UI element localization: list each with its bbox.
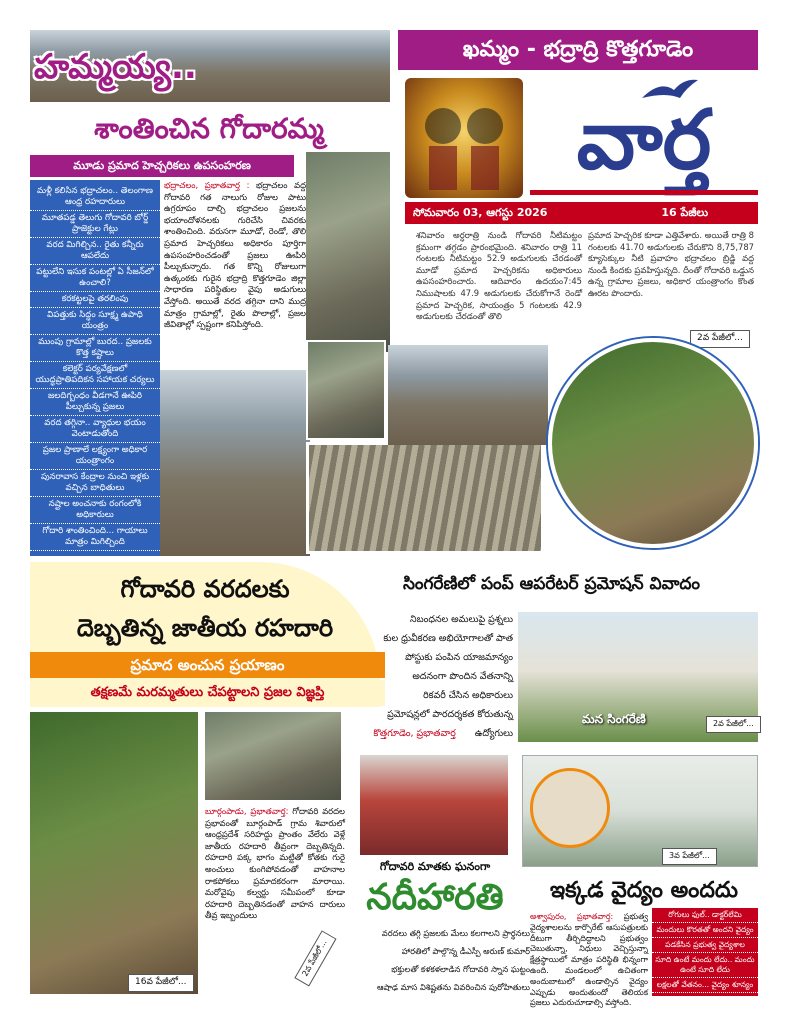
aarathi-photo (360, 755, 508, 855)
sidebar-item: సూది ఉంటే మందు లేదు.. మందు ఉంటే సూది లేదు (652, 953, 758, 978)
sidebar-item: వరద తగ్గినా.. వ్యాధుల భయం వెంటాడుతోంది (30, 416, 160, 443)
sidebar-item: పునరావాస కేంద్రాల నుంచి ఇళ్లకు వచ్చిన బాధితులు (30, 470, 160, 497)
deity-icon (405, 78, 523, 198)
sidebar-item: గోదారి శాంతించింది... గాయాలు మాత్రం మిగిల్చింది (30, 524, 160, 551)
singareni-point: కుల ధ్రువీకరణ అభియోగాలతో పాత (383, 633, 513, 644)
aarathi-continued: 2వ పేజీలో... (294, 931, 336, 987)
godari-dateline: భద్రాచలం, ప్రభాతవార్త : (164, 180, 250, 190)
godari-body-text: భద్రాచలం వద్ద గోదావరి గత నాలుగు రోజుల పాటు ఉగ్రరూపం దాల్చి భద్రాచలం ప్రజలను భయాందోళనలకు గురిచేసి చివరకు శాంతించింది. వరుసగా మూడో, రెండో, తొలి ప్రమాద హెచ్చరికలు అధికారం పూర్తిగా ఉపసంహరించడంతో ప్రజలు ఊపిరి పీల్చుకున్నారు. గత కొన్ని రోజులుగా ఉత్కంఠకు గురైన భద్రాద్రి కొత్తగూడెం జిల్లా సాధారణ పరిస్థితుల వైపు అడుగులు వేస్తోంది. అయితే వరద తగ్గినా దాని ముద్ర మాత్రం గ్రామాల్లో, రైతు పొలాల్లో, ప్రజల జీవితాల్లో స్పష్టంగా కనిపిస్తోంది. (164, 180, 306, 330)
sidebar-item: కరకట్టలపై తరలింపు (30, 292, 160, 308)
sidebar-item: వరద మిగిల్చిన.. రైతు కన్నీరు ఆపలేదు (30, 238, 160, 265)
godari-subhead: మూడు ప్రమాద హెచ్చరికలు ఉపసంహరణ (30, 155, 294, 177)
sidebar-item: ప్రజల ప్రాణాలే లక్ష్యంగా అధికార యంత్రాంగం (30, 443, 160, 470)
hospital-sidebar (652, 908, 758, 996)
field-workers-photo (306, 340, 386, 440)
masthead-rule (530, 190, 758, 195)
sidebar-item: మళ్లీ కలిసిన భద్రాచలం.. తెలంగాణ ఆంధ్ర రహదారులు (30, 184, 160, 211)
date-bar (405, 202, 758, 224)
hospital-continued: 3వ పేజీలో... (662, 848, 717, 865)
deity-image (405, 78, 523, 198)
aarathi-line: భక్తులతో కళకళలాడిన గోదావరి స్నాన ఘట్టం (391, 964, 530, 974)
singareni-point: ప్రమోషన్లలో పారదర్శకత కోరుతున్న (387, 709, 513, 720)
aarathi-line: ఆషాఢ మాస విశిష్టతను వివరించిన పురోహితులు (376, 982, 530, 992)
damaged-road-photo2 (205, 712, 341, 800)
godari-body (164, 180, 306, 368)
sidebar-item: పడకేసిన ప్రభుత్వ వైద్యశాల (652, 938, 758, 953)
singareni-title: సింగరేణిలో పంప్ ఆపరేటర్ ప్రమోషన్ వివాదం (402, 574, 701, 594)
singareni-last-word: ఉద్యోగులు (474, 728, 513, 739)
highway-body-text: గోదావరి వరదల ప్రభావంతో బూర్గంపాడ్ గ్రామ శివారులో ఆంధ్రప్రదేశ్ సరిహద్దు ప్రాంతం వేలేరు వెళ్లే జాతీయ రహదారి తీవ్రంగా దెబ్బతిన్నది. రహదారి పక్క భాగం మట్టితో కోతకు గురై అంచులు కుంగిపోవడంతో వాహనాల రాకపోకలు ప్రమాదకరంగా మారాయి. మరోవైపు కల్వర్టు సమీపంలో కూడా రహదారి దెబ్బతినడంతో వాహన దారులు తీవ్ర ఇబ్బందులు (205, 806, 345, 921)
hospital-dateline: అశ్వాపురం, ప్రభాతవార్త: (530, 912, 614, 921)
sidebar-item: నష్టాల అంచనాకు రంగంలోకి అధికారులు (30, 497, 160, 524)
singareni-continued: 2వ పేజీలో... (706, 716, 761, 733)
aarathi-line: హారతిలో పాల్గొన్న డీఎస్పీ అరుణ్ కుమార్ (401, 946, 530, 956)
aarathi-lines (345, 924, 530, 998)
godari-continued: 2వ పేజీలో... (690, 330, 750, 348)
river-bank-photo (388, 345, 548, 445)
singareni-points (345, 610, 513, 760)
singareni-point: పోస్టుకు పంపిన యాజమాన్యం (405, 652, 513, 663)
sidebar-item: మందులు కొరతతో అందని వైద్యం (652, 923, 758, 938)
highway-title-line2: దెబ్బతిన్న జాతీయ రహదారి (76, 614, 334, 642)
sidebar-item: రోగులు ఫుల్.. డాక్టర్‌లేమి (652, 908, 758, 923)
highway-body (205, 806, 345, 992)
sidebar-item: లక్షలతో వేతనం... వైద్యం శూన్యం (652, 978, 758, 993)
highway-strap2: తక్షణమే మరమ్మతులు చేపట్టాలని ప్రజల విజ్ఞప్తి (30, 680, 385, 706)
issue-date: సోమవారం 03, ఆగస్టు 2026 (413, 206, 548, 219)
aarathi-title-big: నదీహారతి (366, 877, 504, 918)
sidebar-item: ముంపు గ్రామాల్లో బురద.. ప్రజలకు కొత్త కష్టాలు (30, 335, 160, 362)
hospital-body-text: ప్రభుత్వ వైద్యశాలలను కార్పొరేట్ ఆసుపత్రులకు దీటుగా తీర్చిదిద్దాలని ప్రభుత్వం చెబుతున్నా, నిధులు వెచ్చిస్తున్నా క్షేత్రస్థాయిలో మాత్రం పరిస్థితి భిన్నంగా ఉంది. మండలంలో ఉచితంగా అందుబాటులో ఉండాల్సిన వైద్యం ఎప్పుడు అందుతుందో తెలియక ప్రజలు ఎదురుచూడాల్సి వస్తోంది. (530, 912, 648, 1008)
edition-banner: ఖమ్మం - భద్రాద్రి కొత్తగూడెం (398, 30, 758, 70)
singareni-point: అదనంగా పొందిన వేతనాన్ని (412, 671, 513, 682)
hospital-inset-photo (530, 768, 610, 848)
godari-right-col2: ప్రమాద హెచ్చరిక కూడా ఎత్తివేశారు. అయితే రాత్రి 8 గంటలకు 41.70 అడుగులకు చేరుకొని 8,75,787 క్యూసెక్కుల నీటి ప్రవాహం భద్రాచలం బ్రిడ్జి వద్ద నుండి కిందకు ప్రవహిస్తున్నది. దీంతో గోదావరి ఒడ్డున ఉన్న గ్రామాల ప్రజలు, అధికార యంత్రాంగం కొంత ఊరట పొందారు. (588, 230, 754, 298)
hospital-body (530, 912, 648, 1008)
hospital-title: ఇక్కడ వైద్యం అందదు (549, 878, 739, 903)
aarathi-line: వరదలు తగ్గి ప్రజలకు మేలు కలగాలని ప్రార్థనలు (381, 928, 530, 938)
godari-sidebar (30, 180, 160, 556)
paper-name: వార్త (576, 92, 712, 188)
singareni-point: నిబంధనల అమలుపై ప్రశ్నలు (409, 614, 513, 625)
sidebar-item: మూతపడ్డ తెలుగు గోదావరి బోర్డ్ ప్రాజెక్టుల గేట్లు (30, 211, 160, 238)
page-count: 16 పేజీలు (661, 206, 708, 219)
highway-strap1: ప్రమాద అంచున ప్రయాణం (30, 652, 385, 678)
highway-continued: 16వ పేజీలో... (128, 974, 194, 992)
sidebar-item: పట్టులేని ఇసుక పంటల్లో ఏ సీజన్‌లో ఉంచాలి? (30, 265, 160, 292)
singareni-point: రికవరీ చేసిన అధికారులు (423, 690, 513, 701)
highway-dateline: బూర్గంపాడు, ప్రభాతవార్త: (205, 806, 289, 816)
sidebar-item: జలదిగ్బంధం వీడగానే ఊపిరి పీల్చుకున్న ప్రజలు (30, 389, 160, 416)
flood-road-circle-photo (548, 338, 758, 548)
aarathi-title-small: గోదావరి మాతకు ఘనంగా (379, 860, 491, 873)
godari-title-line1: హమ్మయ్య.. (34, 47, 197, 87)
singareni-dateline: కొత్తగూడెం, ప్రభాతవార్త (373, 728, 456, 739)
godari-title-line2: శాంతించిన గోదారమ్మ (94, 112, 324, 145)
damaged-road-photo1 (30, 712, 198, 994)
tree-photo (306, 152, 390, 352)
godari-right-col1: శనివారం అర్ధరాత్రి నుండి గోదావరి నీటిమట్టం క్రమంగా తగ్గడం ప్రారంభమైంది. శనివారం రాత్రి 11 గంటలకు నీటిమట్టం 52.9 అడుగులకు చేరడంతో మూడో ప్రమాద హెచ్చరికను అధికారులు ఉపసంహరించారు. ఆదివారం ఉదయం7:45 నిముషాలకు 47.9 అడుగులకు చేరుకోగానే రెండో ప్రమాద హెచ్చరిక, సాయంత్రం 5 గంటలకు 42.9 అడుగులకు చేరడంతో తొలి (416, 230, 582, 322)
sidebar-item: విపత్తుకు సిద్ధం సూక్ష్మ ఉపాధి యంత్రం (30, 308, 160, 335)
flooded-field-photo (306, 442, 544, 554)
flood-river-photo (160, 370, 310, 556)
highway-title-line1: గోదావరి వరదలకు (120, 575, 290, 603)
singareni-photo-caption: మన సింగరేణి (582, 712, 646, 726)
sidebar-item: కలెక్టర్ పర్యవేక్షణలో యుద్ధప్రాతిపదికన సహాయక చర్యలు (30, 362, 160, 389)
